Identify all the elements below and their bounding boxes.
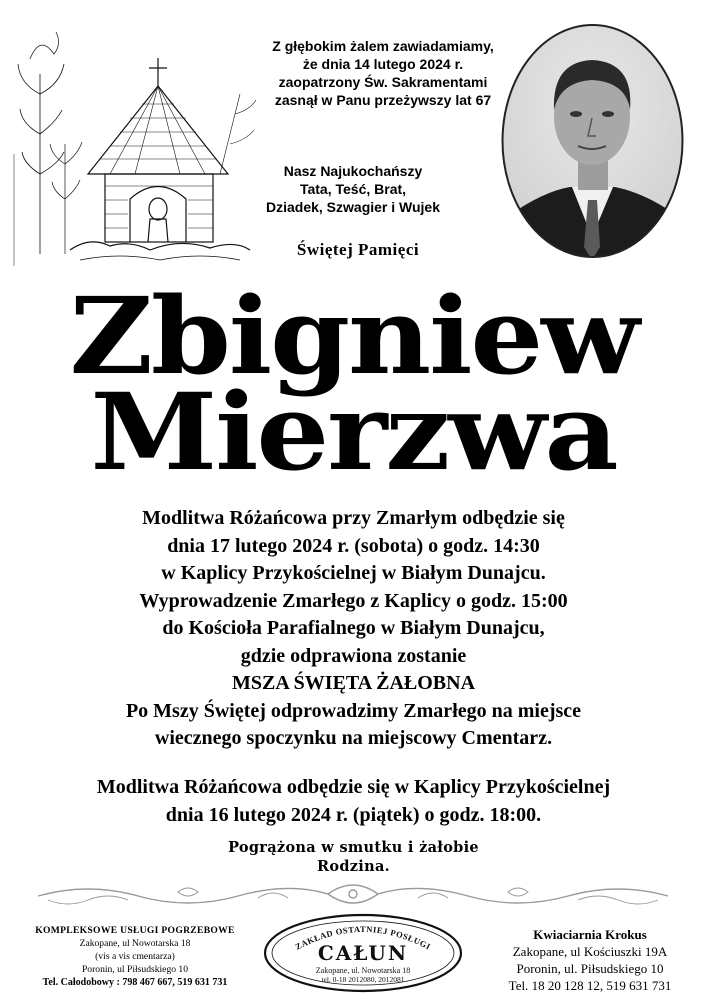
ceremony-line: Po Mszy Świętej odprowadzimy Zmarłego na miejsce bbox=[125, 699, 582, 722]
florist-info bbox=[490, 926, 690, 994]
funeral-home-info bbox=[15, 924, 255, 989]
intro-line: zaopatrzony Św. Sakramentami bbox=[278, 74, 488, 90]
family-line: Dziadek, Szwagier i Wujek bbox=[265, 199, 441, 215]
logo-brand: CAŁUN bbox=[317, 941, 409, 965]
funeral-home-title: KOMPLEKSOWE USŁUGI POGRZEBOWE bbox=[35, 925, 235, 936]
calun-logo bbox=[262, 905, 464, 993]
ceremony-details bbox=[20, 505, 687, 753]
rosary-line: Modlitwa Różańcowa odbędzie się w Kaplicy Przykościelnej bbox=[96, 776, 611, 798]
deceased-portrait bbox=[500, 22, 685, 260]
funeral-home-address: Zakopane, ul Nowotarska 18 bbox=[79, 938, 191, 949]
mourning-line: Pogrążona w smutku i żałobie bbox=[228, 839, 479, 856]
ceremony-line: Modlitwa Różańcowa przy Zmarłym odbędzie się bbox=[142, 507, 565, 529]
rosary-line: dnia 16 lutego 2024 r. (piątek) o godz. 18:00. bbox=[165, 804, 542, 826]
chapel-illustration bbox=[10, 14, 260, 266]
florist-phones: Tel. 18 20 128 12, 519 631 731 bbox=[508, 978, 672, 993]
first-name: Zbigniew bbox=[69, 273, 638, 398]
logo-address: Zakopane, ul. Nowotarska 18 bbox=[315, 966, 411, 975]
ceremony-line: MSZA ŚWIĘTA ŻAŁOBNA bbox=[231, 672, 476, 694]
ceremony-line: dnia 17 lutego 2024 r. (sobota) o godz. 14:30 bbox=[167, 534, 540, 557]
last-name: Mierzwa bbox=[90, 369, 617, 494]
rosary-details bbox=[10, 773, 697, 829]
mourning-signature bbox=[150, 838, 557, 876]
florist-title: Kwiaciarnia Krokus bbox=[533, 927, 647, 942]
intro-line: Z głębokim żalem zawiadamiamy, bbox=[272, 38, 494, 54]
intro-line: że dnia 14 lutego 2024 r. bbox=[302, 56, 464, 72]
intro-text bbox=[258, 37, 508, 109]
florist-address: Poronin, ul. Piłsudskiego 10 bbox=[516, 961, 664, 976]
family-line: Tata, Teść, Brat, bbox=[299, 181, 407, 197]
logo-phones: tel. 0-18 2012080, 2012081 bbox=[321, 975, 405, 984]
family-line: Nasz Najukochańszy bbox=[283, 163, 423, 179]
in-memory-heading: Świętej Pamięci bbox=[296, 240, 420, 259]
ceremony-line: gdzie odprawiona zostanie bbox=[240, 644, 467, 667]
funeral-home-address-note: (vis a vis cmentarza) bbox=[95, 951, 175, 962]
ceremony-line: wiecznego spoczynku na miejscowy Cmentarz. bbox=[154, 727, 553, 749]
family-relations bbox=[258, 162, 448, 216]
ceremony-line: do Kościoła Parafialnego w Białym Dunajcu, bbox=[162, 617, 545, 639]
funeral-home-phones: Tel. Całodobowy : 798 467 667, 519 631 731 bbox=[42, 977, 228, 988]
ceremony-line: w Kaplicy Przykościelnej w Białym Dunajcu. bbox=[161, 562, 546, 584]
logo-arc-text: ZAKŁAD OSTATNIEJ POSŁUGI bbox=[293, 923, 433, 952]
funeral-home-address: Poronin, ul Piłsudskiego 10 bbox=[81, 964, 189, 975]
mourning-line: Rodzina. bbox=[317, 858, 390, 875]
florist-address: Zakopane, ul Kościuszki 19A bbox=[512, 944, 668, 959]
ceremony-line: Wyprowadzenie Zmarłego z Kaplicy o godz. 15:00 bbox=[139, 589, 568, 612]
intro-line: zasnął w Panu przeżywszy lat 67 bbox=[274, 92, 492, 108]
